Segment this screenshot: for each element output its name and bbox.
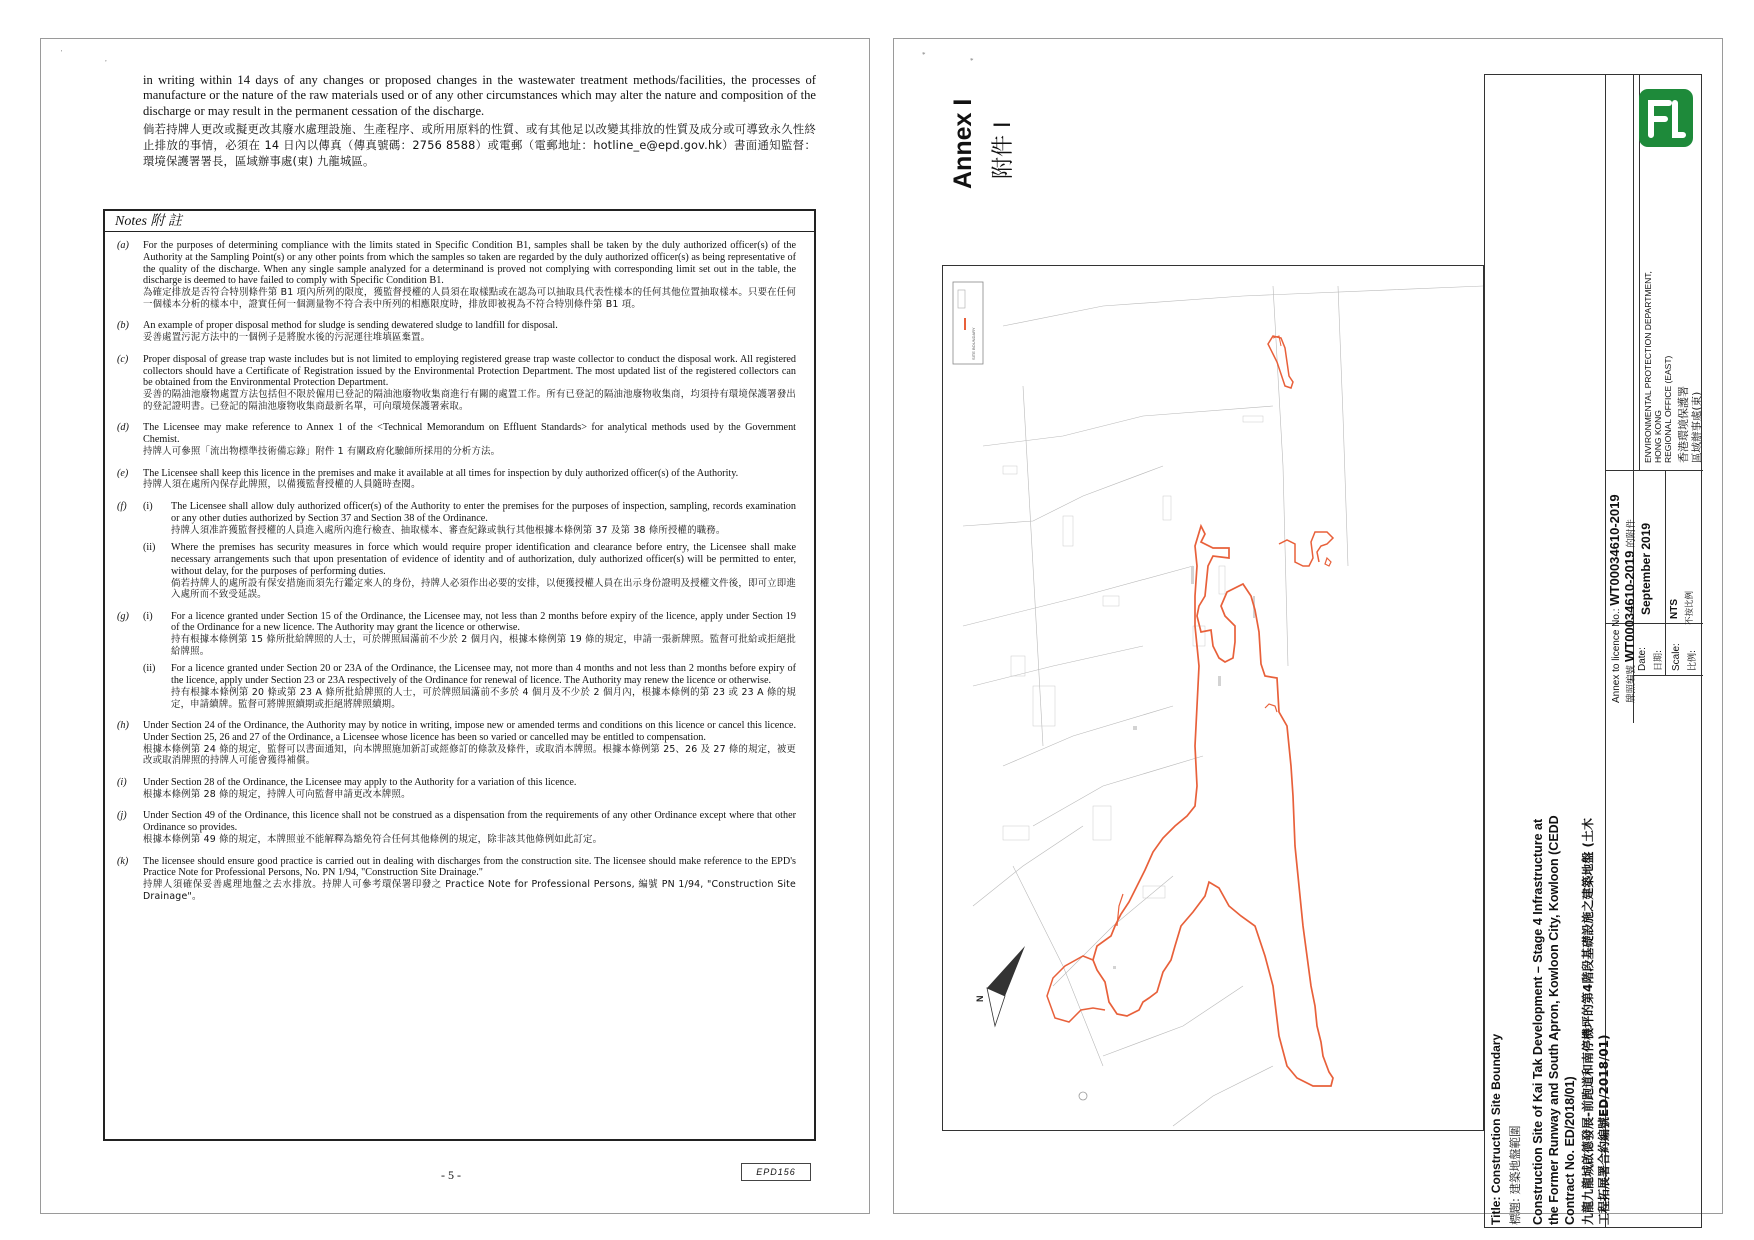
intro-text-zh: 倘若持牌人更改或擬更改其廢水處理設施、生產程序、或所用原料的性質、或有其他足以改變其排放的性質及成分或可導致永久性終止排放的事情，必須在 14 日內以傳真（傳真號碼：2756 8588）或電郵（電郵地址：hotline_e@epd.gov.hk）書面通知監督：環境保護署署長，區域辦事處(東) 九龍城區。 bbox=[143, 123, 816, 169]
site-boundary-pier bbox=[1279, 532, 1333, 566]
note-label: (e) bbox=[117, 467, 129, 479]
north-label: N bbox=[975, 995, 985, 1002]
scan-speck: * bbox=[922, 51, 926, 59]
title-block-divider bbox=[1633, 675, 1703, 676]
note-text-en: For a licence granted under Section 15 of the Ordinance, the Licensee may, not less than 2 months before expiry of the licence, apply under Section 19 of the Ordinance for a new licence. The Authority may grant the licence or otherwise. bbox=[171, 610, 796, 634]
scale-label-zh: 比例: bbox=[1688, 649, 1698, 671]
site-boundary-apron bbox=[1047, 956, 1105, 1022]
note-label: (c) bbox=[117, 353, 129, 365]
department-en-3: REGIONAL OFFICE (EAST) bbox=[1663, 355, 1673, 463]
map-title-en: Title: Construction Site Boundary bbox=[1489, 1033, 1503, 1225]
note-label: (g) bbox=[117, 610, 129, 622]
scan-speck: , bbox=[105, 55, 107, 63]
note-text-en: The Licensee may make reference to Annex 1 of the <Technical Memorandum on Effluent Standards> for analytical methods used by the Government Chemist. bbox=[143, 422, 796, 446]
form-code: EPD156 bbox=[741, 1163, 811, 1181]
note-item bbox=[105, 468, 814, 491]
notes-box bbox=[103, 209, 816, 1141]
intro-text-en: in writing within 14 days of any changes or proposed changes in the wastewater treatment methods/facilities, the processes of manufacture or the nature of the raw materials used or of any other circumstances which may alter the nature and composition of the discharge or may result in the permanent cessation of the discharge. bbox=[143, 73, 816, 118]
note-subitem bbox=[143, 542, 796, 601]
annex-page-right bbox=[893, 38, 1723, 1225]
note-label: (h) bbox=[117, 720, 129, 732]
licence-annex-zh-label: 牌照編號 bbox=[1626, 661, 1637, 703]
site-map bbox=[942, 265, 1484, 1131]
project-zh-line-1: 九龍九龍城啟德發展-前跑道和南停機坪的第4階段基礎設施之建築地盤 (土木 bbox=[1581, 818, 1595, 1225]
map-legend bbox=[953, 282, 983, 364]
epd-logo bbox=[1639, 89, 1693, 147]
note-text-zh: 根據本條例第 49 條的規定，本牌照並不能解釋為豁免符合任何其他條例的規定，除非該其他條例如此訂定。 bbox=[143, 834, 603, 846]
map-marker bbox=[1079, 1092, 1087, 1100]
annex-heading-en: Annex I bbox=[949, 98, 977, 189]
note-subitem bbox=[143, 611, 796, 658]
note-text-en: Under Section 28 of the Ordinance, the Licensee may apply to the Authority for a variation of this licence. bbox=[143, 777, 577, 789]
site-boundary-main bbox=[1093, 526, 1333, 1086]
project-line-1: Construction Site of Kai Tak Development – Stage 4 Infrastructure at bbox=[1531, 818, 1545, 1225]
note-text-zh: 持有根據本條例第 15 條所批給牌照的人士，可於牌照屆滿前不少於 2 個月內，根據本條例第 19 條的規定，申請一張新牌照。監督可批給或拒絕批給牌照。 bbox=[171, 634, 796, 657]
note-text-zh: 持有根據本條例第 20 條或第 23 A 條所批給牌照的人士，可於牌照屆滿前不多於 4 個月及不少於 2 個月內，根據本條例的第 23 或 23 A 條的規定，申請續牌。監督可將牌照續期或拒絕將牌照續期。 bbox=[171, 687, 796, 710]
date-value: September 2019 bbox=[1639, 522, 1653, 615]
base-map-linework bbox=[963, 286, 1483, 1126]
notes-header: Notes 附 註 bbox=[105, 211, 814, 232]
note-text-en: Under Section 49 of the Ordinance, this licence shall not be construed as a dispensation from the requirements of any other Ordinance except where that other Ordinance so provides. bbox=[143, 810, 796, 834]
base-map-buildings bbox=[1003, 416, 1263, 898]
title-block-divider bbox=[1665, 470, 1666, 675]
date-label: Date: bbox=[1637, 647, 1648, 671]
note-text-en: The Licensee shall allow duly authorized officer(s) of the Authority to enter the premises for the purposes of inspection, sampling, records examination or any other duties authorized by Section 37 and Section 38 of the Ordinance. bbox=[171, 500, 796, 524]
north-arrow bbox=[975, 946, 1025, 1026]
note-item bbox=[105, 777, 814, 800]
licence-page-left bbox=[40, 38, 870, 1214]
note-subitem bbox=[143, 663, 796, 710]
note-item bbox=[105, 720, 814, 767]
department-en-1: ENVIRONMENTAL PROTECTION DEPARTMENT, bbox=[1643, 271, 1653, 463]
department-zh-1: 香港環境保護署 bbox=[1677, 386, 1690, 463]
licence-annex-label: Annex to licence No.: bbox=[1611, 605, 1622, 703]
scale-value-zh: 不按比例 bbox=[1685, 590, 1695, 625]
note-item bbox=[105, 422, 814, 457]
note-sublabel: (i) bbox=[143, 500, 153, 512]
note-item bbox=[105, 240, 814, 310]
title-block bbox=[1484, 74, 1702, 1228]
note-item bbox=[105, 320, 814, 343]
project-zh-line-2: 工程拓展署合約編號ED/2018/01) bbox=[1597, 1034, 1611, 1225]
site-boundary-pier-end bbox=[1325, 558, 1331, 566]
date-label-zh: 日期: bbox=[1654, 649, 1664, 671]
note-label: (b) bbox=[117, 320, 129, 332]
map-title-zh: 標題: 建築地盤範圍 bbox=[1508, 1125, 1522, 1225]
note-text-zh: 持牌人須准許獲監督授權的人員進入處所內進行檢查、抽取樣本、審查紀錄或執行其他根據本條例第 37 及第 38 條所授權的職務。 bbox=[171, 524, 726, 536]
note-text-en: An example of proper disposal method for sludge is sending dewatered sludge to landfill for disposal. bbox=[143, 320, 558, 332]
note-item bbox=[105, 501, 814, 601]
note-text-zh: 根據本條例第 24 條的規定，監督可以書面通知，向本牌照施加新訂或經修訂的條款及條件，或取消本牌照。根據本條例第 25、26 及 27 條的規定，被更改或取消牌照的持牌人可能會獲得補償。 bbox=[143, 743, 796, 767]
project-line-2: the Former Runway and South Apron, Kowloon City, Kowloon (CEDD bbox=[1547, 815, 1561, 1225]
note-item bbox=[105, 354, 814, 413]
note-label: (i) bbox=[117, 777, 127, 789]
licence-number: WT00034610-2019 bbox=[1607, 494, 1622, 606]
note-text-en: For the purposes of determining compliance with the limits stated in Specific Condition B1, samples shall be taken by the duly authorized officer(s) of the Authority at the Sampling Point(s) or any other points from which the samples so taken are regarded by the duly authorized officer(s) as being representative of the quality of the discharge. When any single sample analyzed for a determinand is proved not complying with corresponding limit set out in the table, the discharge is deemed to have failed to comply with Specific Condition B1. bbox=[143, 240, 796, 287]
note-text-zh: 持牌人須在處所內保存此牌照，以備獲監督授權的人員隨時查閱。 bbox=[143, 479, 421, 491]
note-text-zh: 持牌人須確保妥善處理地盤之去水排放。持牌人可參考環保署印發之 Practice Note for Professional Persons, 編號 PN 1/94, "Construction Site Drainage"。 bbox=[143, 879, 796, 902]
note-text-zh: 妥善的隔油池廢物處置方法包括但不限於僱用已登記的隔油池廢物收集商進行有關的處置工作。所有已登記的隔油池廢物收集商，均須持有環境保護署發出的登記證明書。已登記的隔油池廢物收集商最新名單，可向環境保護署索取。 bbox=[143, 389, 796, 412]
note-text-zh: 根據本條例第 28 條的規定，持牌人可向監督申請更改本牌照。 bbox=[143, 788, 411, 800]
note-text-en: The licensee should ensure good practice is carried out in dealing with discharges from the construction site. The licensee should make reference to the EPD's Practice Note for Professional Persons, No. PN 1/94, "Construction Site Drainage." bbox=[143, 855, 796, 879]
scale-label: Scale: bbox=[1671, 643, 1682, 671]
site-boundary-notch bbox=[1265, 704, 1277, 712]
note-text-zh: 倘若持牌人的處所設有保安措施而須先行鑑定來人的身份，持牌人必須作出必要的安排，以便獲授權人員在出示身份證明及授權文件後，即可立即進入處所而不致受延誤。 bbox=[171, 577, 796, 601]
department-en-2: HONG KONG bbox=[1653, 410, 1663, 463]
note-item bbox=[105, 856, 814, 903]
site-boundary-apron-detail bbox=[1117, 894, 1123, 926]
note-item bbox=[105, 611, 814, 711]
note-subitem bbox=[143, 501, 796, 536]
note-sublabel: (ii) bbox=[143, 663, 156, 675]
note-label: (k) bbox=[117, 855, 129, 867]
note-text-en: The Licensee shall keep this licence in the premises and make it available at all times for inspection by duly authorized officer(s) of the Authority. bbox=[143, 467, 739, 479]
note-sublabel: (i) bbox=[143, 610, 153, 622]
note-label: (d) bbox=[117, 422, 129, 434]
site-map-drawing bbox=[943, 266, 1484, 1131]
notes-list bbox=[105, 232, 814, 902]
scan-speck: ' bbox=[61, 49, 63, 57]
licence-annex-zh-line bbox=[1622, 519, 1637, 703]
note-label: (f) bbox=[117, 500, 127, 512]
note-item bbox=[105, 810, 814, 845]
note-text-en: Under Section 24 of the Ordinance, the Authority may by notice in writing, impose new or amended terms and conditions on this licence or cancel this licence. Under Section 25, 26 and 27 of the Ordinance, a Licensee whose licence has been so varied or cancelled may be entitled to compensation. bbox=[143, 720, 796, 744]
department-zh-2: 區域辦事處(東) bbox=[1691, 391, 1703, 463]
note-text-zh: 持牌人可參照「流出物標準技術備忘錄」附件 1 有關政府化驗師所採用的分析方法。 bbox=[143, 445, 501, 457]
legend-label: SITE BOUNDARY bbox=[971, 327, 976, 360]
note-text-en: For a licence granted under Section 20 or 23A of the Ordinance, the Licensee may, not more than 4 months and not less than 2 months before expiry of the licence, apply under Section 23 or 23A respectively of the Ordinance for renewal of licence. The Authority may renew the licence or otherwise. bbox=[171, 663, 796, 687]
note-text-zh: 妥善處置污泥方法中的一個例子是將脫水後的污泥運往堆填區棄置。 bbox=[143, 332, 431, 344]
note-label: (j) bbox=[117, 810, 127, 822]
note-label: (a) bbox=[117, 240, 129, 251]
scan-speck: * bbox=[970, 57, 974, 65]
note-text-en: Proper disposal of grease trap waste includes but is not limited to employing registered grease trap waste collector to conduct the disposal work. All registered collectors should have a Certificate of Registration issued by the Environmental Protection Department. The most updated list of the registered collectors can be obtained from the Environmental Protection Department. bbox=[143, 353, 796, 389]
note-text-zh: 為確定排放是否符合特別條件第 B1 項內所列的限度，獲監督授權的人員須在取樣點或在認為可以抽取具代表性樣本的任何其他位置抽取樣本。只要在任何一個樣本分析的樣本中，證實任何一個測量物不符合表中所列的相應限度時，排放即被視為不符合特別條件第 B1 項。 bbox=[143, 287, 796, 310]
title-block-divider bbox=[1605, 470, 1703, 471]
project-line-3: Contract No. ED/2018/01) bbox=[1563, 1076, 1577, 1225]
page-number: - 5 - bbox=[441, 1168, 461, 1182]
annex-heading-zh: 附件 I bbox=[991, 121, 1016, 179]
licence-number-zh: WT00034610-2019 bbox=[1622, 550, 1637, 662]
note-sublabel: (ii) bbox=[143, 542, 156, 554]
scale-value: NTS bbox=[1669, 599, 1680, 619]
intro-paragraph bbox=[143, 73, 816, 170]
licence-annex-line bbox=[1607, 494, 1622, 703]
note-text-en: Where the premises has security measures in force which would require proper identification and clearance before entry, the Licensee shall make necessary arrangements such that upon presentation of evidence of identity and of authorization, duly authorized officer(s) will be permitted to enter, without delay, for the purposes of performing duties. bbox=[171, 542, 796, 577]
licence-annex-zh-suffix: 的附件 bbox=[1626, 519, 1637, 551]
